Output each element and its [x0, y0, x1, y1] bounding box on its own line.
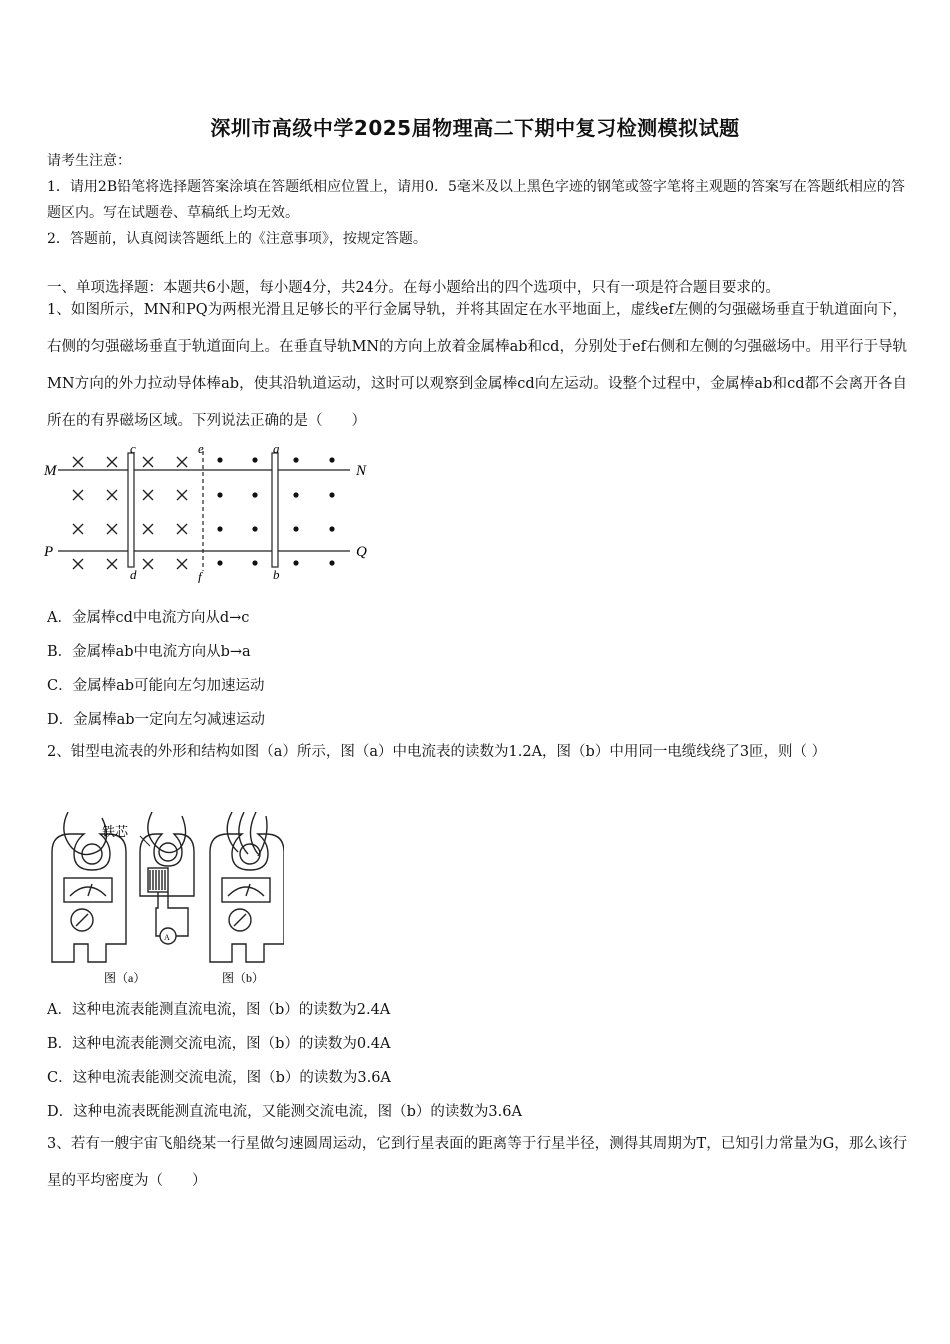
- notice-item: 1．请用2B铅笔将选择题答案涂填在答题纸相应位置上，请用0．5毫米及以上黑色字迹的钢笔或签字笔将主观题的答案写在答题纸相应的答题区内。写在试题卷、草稿纸上均无效。: [47, 179, 905, 221]
- question-1-stem: 1、如图所示，MN和PQ为两根光滑且足够长的平行金属导轨，并将其固定在水平地面上，虚线ef左侧的匀强磁场垂直于轨道面向下，右侧的匀强磁场垂直于轨道面向上。在垂直导轨MN的方向上放着金属棒ab和cd，分别处于ef右侧和左侧的匀强磁场中。用平行于导轨MN方向的外力拉动导体棒ab，使其沿轨道运动，这时可以观察到金属棒cd向左运动。设整个过程中，金属棒ab和cd都不会离开各自所在的有界磁场区域。下列说法正确的是（ ）: [47, 302, 907, 429]
- label-c: c: [130, 443, 136, 456]
- q1-option-a: A．金属棒cd中电流方向从d→c: [47, 610, 250, 626]
- dial-a: [64, 878, 112, 902]
- notice-heading: 请考生注意：: [47, 153, 131, 169]
- field-dot: [329, 492, 334, 497]
- field-dot: [217, 492, 222, 497]
- field-dot: [217, 526, 222, 531]
- field-dot: [252, 457, 257, 462]
- page-title: 深圳市高级中学2025届物理高二下期中复习检测模拟试题: [210, 116, 740, 140]
- field-dot: [252, 560, 257, 565]
- notice-block: [47, 148, 907, 252]
- dial-b: [222, 878, 270, 902]
- q2-option-d: D．这种电流表既能测直流电流，又能测交流电流，图（b）的读数为3.6A: [47, 1104, 522, 1120]
- q1-option-d: D．金属棒ab一定向左匀减速运动: [47, 712, 266, 728]
- label-e: e: [198, 443, 204, 456]
- label-ammeter: A: [164, 933, 170, 942]
- field-dot: [252, 526, 257, 531]
- field-dot: [329, 526, 334, 531]
- label-m: M: [44, 463, 57, 479]
- field-dot: [217, 560, 222, 565]
- label-a: a: [273, 443, 280, 456]
- question-3-stem: 3、若有一艘宇宙飞船绕某一行星做匀速圆周运动，它到行星表面的距离等于行星半径，测得其周期为T，已知引力常量为G，那么该行星的平均密度为（ ）: [47, 1136, 907, 1189]
- field-dot: [293, 492, 298, 497]
- cable-core: [148, 812, 186, 853]
- label-fig-b: 图（b）: [222, 971, 265, 985]
- field-dot: [329, 560, 334, 565]
- label-b: b: [273, 567, 280, 582]
- meter-a-body: [52, 834, 126, 962]
- field-dot: [217, 457, 222, 462]
- label-core: 铁芯: [102, 824, 129, 839]
- rail-magnetic-field-figure: [40, 443, 380, 583]
- label-d: d: [130, 567, 137, 582]
- rod-cd: [128, 453, 134, 567]
- field-dot: [329, 457, 334, 462]
- section-heading: 一、单项选择题：本题共6小题，每小题4分，共24分。在每小题给出的四个选项中，只有一项是符合题目要求的。: [47, 280, 780, 296]
- q2-option-c: C．这种电流表能测交流电流，图（b）的读数为3.6A: [47, 1070, 391, 1086]
- q1-option-c: C．金属棒ab可能向左匀加速运动: [47, 678, 265, 694]
- clamp-meter-figure: [44, 812, 284, 987]
- notice-item: 2．答题前，认真阅读答题纸上的《注意事项》，按规定答题。: [47, 231, 427, 247]
- field-dot: [252, 492, 257, 497]
- label-fig-a: 图（a）: [104, 971, 146, 985]
- label-q: Q: [356, 544, 367, 560]
- label-p: P: [44, 544, 54, 560]
- label-n: N: [356, 463, 367, 479]
- label-f: f: [198, 569, 202, 583]
- field-dot: [293, 560, 298, 565]
- q1-option-b: B．金属棒ab中电流方向从b→a: [47, 644, 251, 660]
- rod-ab: [272, 453, 278, 567]
- field-dot: [293, 526, 298, 531]
- question-2-stem: 2、钳型电流表的外形和结构如图（a）所示，图（a）中电流表的读数为1.2A，图（b）中用同一电缆线绕了3匝，则（ ）: [47, 744, 827, 760]
- q2-option-b: B．这种电流表能测交流电流，图（b）的读数为0.4A: [47, 1036, 391, 1052]
- field-dot: [293, 457, 298, 462]
- q2-option-a: A．这种电流表能测直流电流，图（b）的读数为2.4A: [47, 1002, 391, 1018]
